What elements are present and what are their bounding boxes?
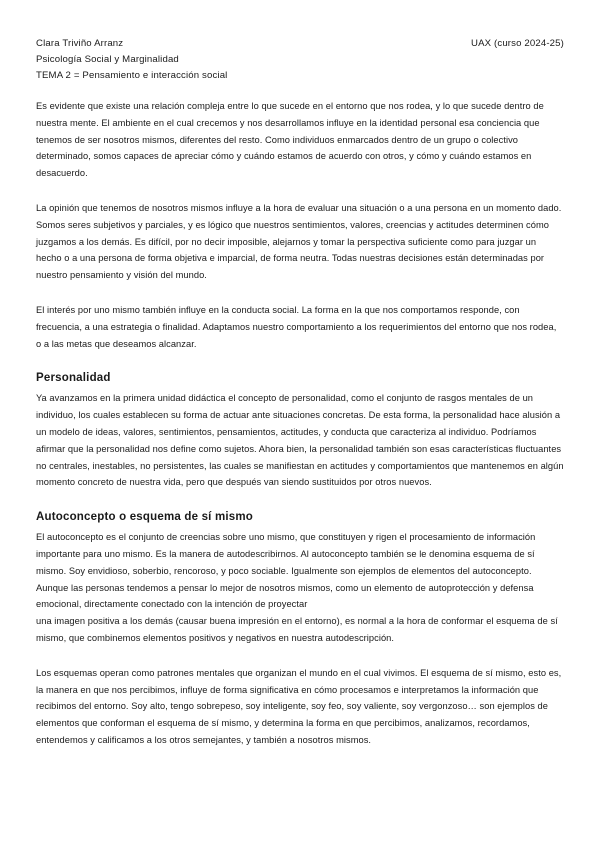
document-body [36, 98, 564, 749]
section-heading-personalidad: Personalidad [36, 372, 111, 385]
subject-name: Psicología Social y Marginalidad [36, 54, 179, 65]
autoconcepto-paragraph-1a: El autoconcepto es el conjunto de creencias sobre uno mismo, que constituyen y rigen el procesamiento de información importante para uno mismo. Es la manera de autodescribirnos. Al autoconcepto también se le denomina esquema de sí mismo. Soy envidioso, soberbio, rencoroso, y poco sociable. Igualmente son ejemplos de elementos del autoconcepto. Aunque las personas tendemos a pensar lo mejor de nosotros mismos, como un elemento de autoprotección y defensa emocional, directamente conectado con la intención de proyectar [36, 532, 536, 610]
intro-paragraph-2: La opinión que tenemos de nosotros mismos influye a la hora de evaluar una situación o a una persona en un momento dado. Somos seres subjetivos y parciales, y es lógico que nuestros sentimientos, valores, creencias y actitudes determinen cómo juzgamos a los demás. Es difícil, por no decir imposible, alejarnos y tomar la perspectiva suficiente como para juzgar un hecho o a una persona de forma objetiva e imparcial, de forma neutra. Todas nuestras decisiones están determinadas por nuestro pensamiento y visión del mundo. [36, 202, 562, 281]
document-header [36, 36, 564, 84]
personalidad-paragraph: Ya avanzamos en la primera unidad didáctica el concepto de personalidad, como el conjunto de rasgos mentales de un individuo, los cuales establecen su forma de actuar ante situaciones concretas. De esta forma, la personalidad hace alusión a un modelo de ideas, valores, sentimientos, pensamientos, actitudes, y conducta que caracteriza al individuo. Podríamos afirmar que la personalidad nos define como sujetos. Ahora bien, la personalidad también son esas características fluctuantes no centrales, inestables, no persistentes, las cuales se manifiestan en actitudes y comportamientos que mantenemos en algún momento concreto de nuestra vida, pero que después van siendo sustituidos por otros nuevos. [36, 393, 564, 488]
topic-title: TEMA 2 = Pensamiento e interacción social [36, 70, 228, 81]
section-heading-autoconcepto: Autoconcepto o esquema de sí mismo [36, 511, 254, 524]
autoconcepto-paragraph-2: Los esquemas operan como patrones mentales que organizan el mundo en el cual vivimos. El esquema de sí mismo, esto es, la manera en que nos percibimos, influye de forma significativa en cómo procesamos e interpretamos la información que recibimos del entorno. Soy alto, tengo sobrepeso, soy inteligente, soy feo, soy valiente, soy vergonzoso… son ejemplos de elementos que conforman el esquema de sí mismo, y determina la forma en que percibimos, analizamos, recordamos, entendemos y calificamos a los otros semejantes, y también a nosotros mismos. [36, 667, 562, 745]
intro-paragraph-1: Es evidente que existe una relación compleja entre lo que sucede en el entorno que nos rodea, y lo que sucede dentro de nuestra mente. El ambiente en el cual crecemos y nos desarrollamos influye en la identidad personal esa conciencia que tenemos de ser nosotros mismos, diferentes del resto. Como individuos enmarcados dentro de un grupo o colectivo determinado, somos capaces de apreciar cómo y cuándo estamos de acuerdo con otros, y cómo y cuándo estamos en desacuerdo. [36, 101, 544, 179]
course-label: UAX (curso 2024-25) [471, 38, 564, 49]
autoconcepto-paragraph-1b: una imagen positiva a los demás (causar buena impresión en el entorno), es normal a la hora de conformar el esquema de sí mismo, que combinemos elementos positivos y negativos en nuestra autodescripción. [36, 616, 558, 643]
intro-paragraph-3: El interés por uno mismo también influye en la conducta social. La forma en la que nos comportamos responde, con frecuencia, a una estrategia o finalidad. Adaptamos nuestro comportamiento a los requerimientos del entorno que nos rodea, o a las metas que deseamos alcanzar. [36, 304, 557, 349]
author-name: Clara Triviño Arranz [36, 38, 124, 49]
